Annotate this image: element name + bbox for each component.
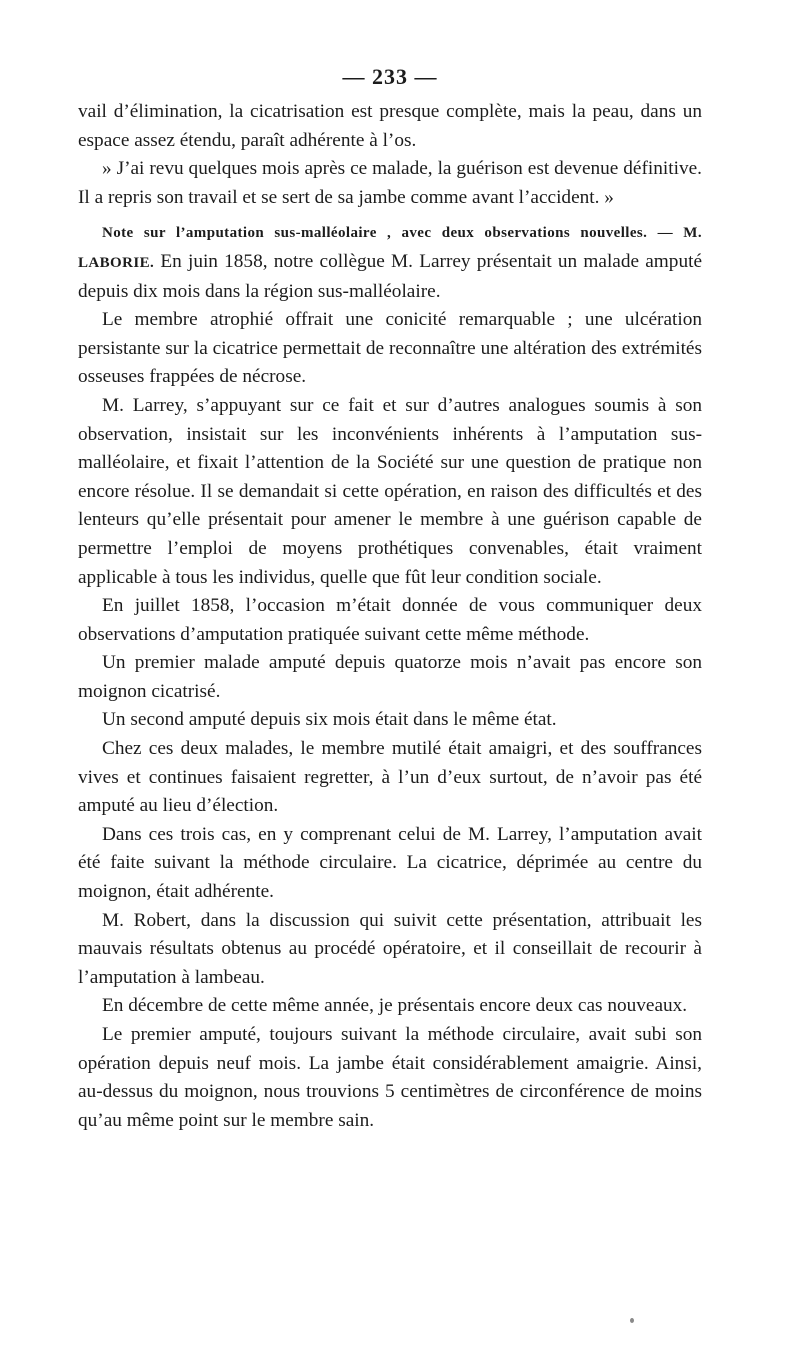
paragraph: Le premier amputé, toujours suivant la méthode circulaire, avait subi son opération depuis neuf mois. La jambe était considérablement amaigrie. Ainsi, au-dessus du moignon, nous trouvions 5 centimètres de circonférence de moins qu’au même point sur le membre sain. [78, 1024, 702, 1131]
paragraph: Un second amputé depuis six mois était dans le même état. [102, 709, 557, 731]
note-paragraph [78, 218, 702, 306]
note-title: Note sur l’amputation sus-malléolaire , avec deux observations nouvelles. — M. LABORIE. [78, 225, 702, 271]
paragraph: M. Robert, dans la discussion qui suivit cette présentation, attribuait les mauvais résultats obtenus au procédé opératoire, et il conseillait de recourir à l’amputation à lambeau. [78, 909, 702, 988]
paragraph: Un premier malade amputé depuis quatorze mois n’avait pas encore son moignon cicatrisé. [78, 652, 702, 702]
paragraph: Chez ces deux malades, le membre mutilé était amaigri, et des souffrances vives et continues faisaient regretter, à l’un d’eux surtout, de n’avoir pas été amputé au lieu d’élection. [78, 738, 702, 817]
paragraph: Dans ces trois cas, en y comprenant celui de M. Larrey, l’amputation avait été faite suivant la méthode circulaire. La cicatrice, déprimée au centre du moignon, était adhérente. [78, 823, 702, 903]
paragraph-continuation: vail d’élimination, la cicatrisation est presque complète, mais la peau, dans un espace assez étendu, paraît adhérente à l’os. [78, 101, 702, 151]
ink-speck [630, 1318, 634, 1323]
paragraph: En juillet 1858, l’occasion m’était donnée de vous communiquer deux observations d’amputation pratiquée suivant cette même méthode. [78, 595, 702, 645]
paragraph: M. Larrey, s’appuyant sur ce fait et sur d’autres analogues soumis à son observation, insistait sur les inconvénients inhérents à l’amputation sus-malléolaire, et fixait l’attention de la Société sur une question de pratique non encore résolue. Il se demandait si cette opération, en raison des difficultés et des lenteurs qu’elle présentait pour amener le membre à une guérison capable de permettre l’emploi de moyens prothétiques convenables, était vraiment applicable à tous les individus, quelle que fût leur condition sociale. [78, 394, 702, 588]
paragraph-quote-end: » J’ai revu quelques mois après ce malade, la guérison est devenue définitive. Il a repris son travail et se sert de sa jambe comme avant l’accident. » [78, 158, 702, 208]
note-body: En juin 1858, notre collègue M. Larrey présentait un malade amputé depuis dix mois dans la région sus-malléolaire. [78, 250, 702, 302]
page-number: — 233 — [342, 64, 438, 89]
book-page [78, 62, 702, 1135]
paragraph: Le membre atrophié offrait une conicité remarquable ; une ulcération persistante sur la cicatrice permettait de reconnaître une altération des extrémités osseuses frappées de nécrose. [78, 309, 702, 388]
paragraph: En décembre de cette même année, je présentais encore deux cas nouveaux. [102, 995, 688, 1017]
